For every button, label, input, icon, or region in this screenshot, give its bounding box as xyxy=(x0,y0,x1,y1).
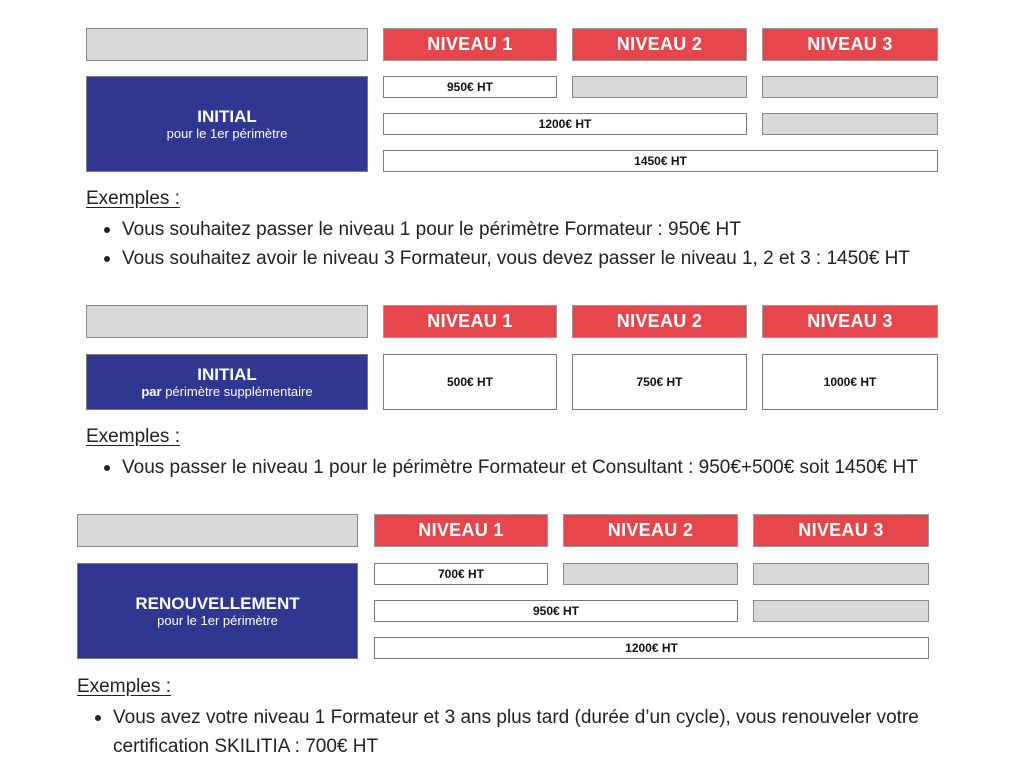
price-level-2: 1200€ HT xyxy=(383,113,747,135)
level-3-header: NIVEAU 3 xyxy=(762,305,938,338)
initial-title: INITIAL xyxy=(197,107,257,126)
level-3-header: NIVEAU 3 xyxy=(753,514,929,547)
price-level-1: 500€ HT xyxy=(383,354,557,410)
empty-cell xyxy=(563,563,738,585)
renewal-subtitle: pour le 1er périmètre xyxy=(157,613,278,628)
list-item: Vous souhaitez passer le niveau 1 pour le périmètre Formateur : 950€ HT xyxy=(100,215,1000,244)
initial-title: INITIAL xyxy=(197,365,257,384)
level-2-header: NIVEAU 2 xyxy=(563,514,738,547)
subtitle-bold: par xyxy=(141,384,162,399)
header-placeholder xyxy=(77,514,358,547)
price-level-1: 700€ HT xyxy=(374,563,548,585)
examples-title: Exemples : xyxy=(86,426,180,447)
level-1-header: NIVEAU 1 xyxy=(383,305,557,338)
empty-cell xyxy=(753,563,929,585)
level-3-header: NIVEAU 3 xyxy=(762,28,938,61)
renewal-label-box xyxy=(77,563,358,659)
level-1-header: NIVEAU 1 xyxy=(383,28,557,61)
examples-title: Exemples : xyxy=(86,188,180,209)
empty-cell xyxy=(753,600,929,622)
list-item: Vous passer le niveau 1 pour le périmètre Formateur et Consultant : 950€+500€ soit 1450€ HT xyxy=(100,453,1010,482)
examples-list xyxy=(91,703,921,761)
price-level-2: 750€ HT xyxy=(572,354,747,410)
initial-subtitle: pour le 1er périmètre xyxy=(166,126,288,141)
price-level-3: 1200€ HT xyxy=(374,637,929,659)
list-item: Vous avez votre niveau 1 Formateur et 3 ans plus tard (durée d’un cycle), vous renouveler votre certification SKILITIA : 700€ HT xyxy=(91,703,921,761)
price-level-3: 1000€ HT xyxy=(762,354,938,410)
price-level-3: 1450€ HT xyxy=(383,150,938,172)
subtitle-rest: périmètre supplémentaire xyxy=(161,384,313,399)
level-2-header: NIVEAU 2 xyxy=(572,305,747,338)
price-level-2: 950€ HT xyxy=(374,600,738,622)
level-2-header: NIVEAU 2 xyxy=(572,28,747,61)
list-item: Vous souhaitez avoir le niveau 3 Formateur, vous devez passer le niveau 1, 2 et 3 : 1450€ HT xyxy=(100,244,1000,273)
renewal-title: RENOUVELLEMENT xyxy=(135,594,300,613)
price-level-1: 950€ HT xyxy=(383,76,557,98)
examples-title: Exemples : xyxy=(77,676,171,697)
level-1-header: NIVEAU 1 xyxy=(374,514,548,547)
